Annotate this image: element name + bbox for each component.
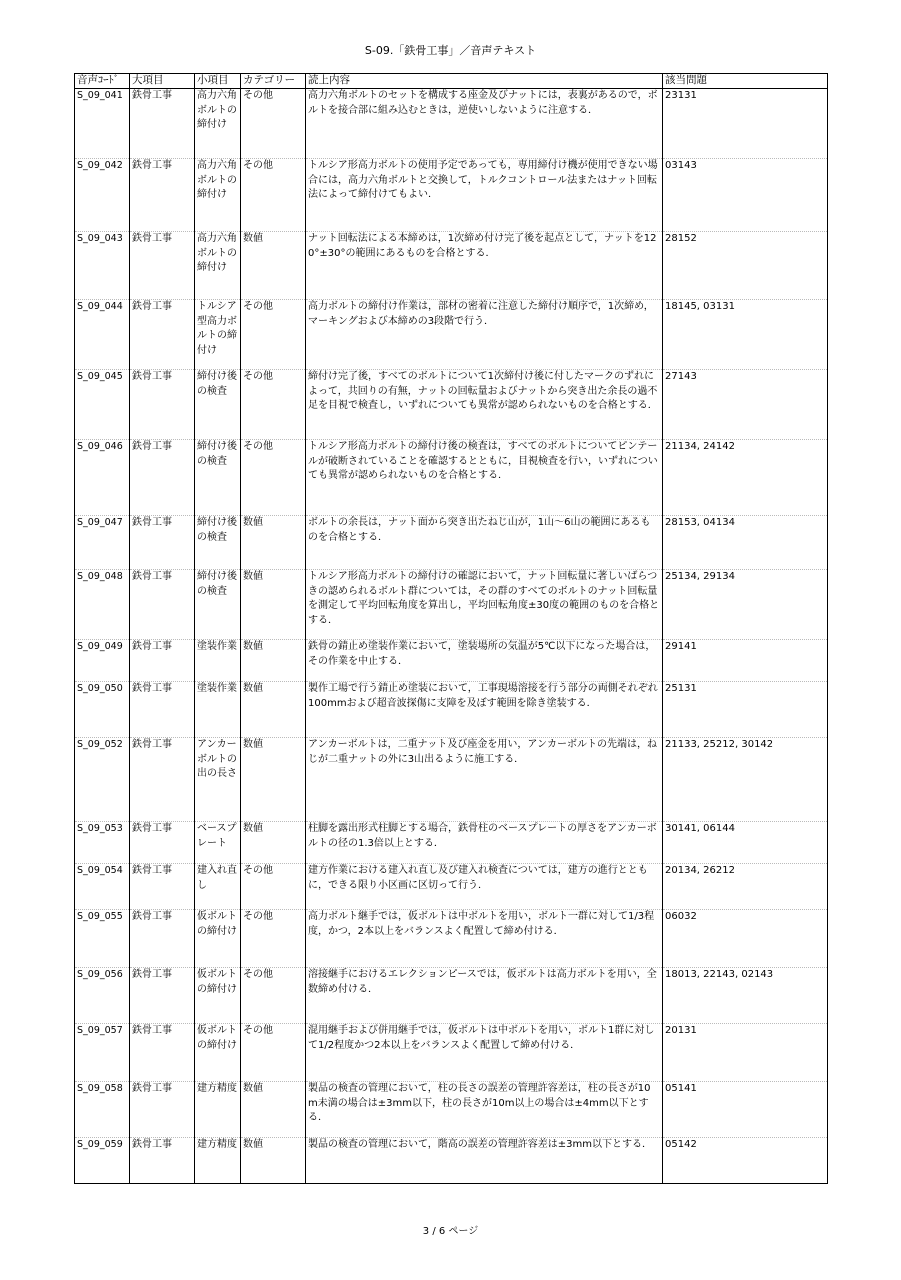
major-cell: 鉄骨工事 <box>130 738 195 822</box>
minor-cell: 高力六角ボルトの締付け <box>195 159 241 232</box>
category-cell: その他 <box>241 864 306 910</box>
major-cell: 鉄骨工事 <box>130 300 195 370</box>
major-cell: 鉄骨工事 <box>130 910 195 968</box>
table-row <box>75 682 828 738</box>
text-cell: 締付け完了後，すべてのボルトについて1次締付け後に付したマークのずれによって，共回りの有無，ナットの回転量およびナットから突き出た余長の過不足を目視で検査し，いずれについても異常が認められないものを合格とする． <box>306 370 663 440</box>
table-row <box>75 1138 828 1184</box>
text-cell: 製作工場で行う錆止め塗装において，工事現場溶接を行う部分の両側それぞれ100mmおよび超音波探傷に支障を及ぼす範囲を除き塗装する． <box>306 682 663 738</box>
major-cell: 鉄骨工事 <box>130 570 195 640</box>
table-row <box>75 1082 828 1138</box>
column-header-refs: 該当問題 <box>663 74 828 89</box>
refs-cell: 23131 <box>663 89 828 159</box>
table-row <box>75 232 828 300</box>
refs-cell: 18013, 22143, 02143 <box>663 968 828 1024</box>
refs-cell: 06032 <box>663 910 828 968</box>
code-cell: S_09_042 <box>75 159 130 232</box>
table-row <box>75 864 828 910</box>
column-header-minor: 小項目 <box>195 74 241 89</box>
text-cell: トルシア形高力ボルトの使用予定であっても，専用締付け機が使用できない場合には，高力六角ボルトと交換して，トルクコントロール法またはナット回転法によって締付けてもよい． <box>306 159 663 232</box>
minor-cell: 建入れ直し <box>195 864 241 910</box>
major-cell: 鉄骨工事 <box>130 864 195 910</box>
table-row <box>75 570 828 640</box>
category-cell: その他 <box>241 89 306 159</box>
table-row <box>75 640 828 682</box>
code-cell: S_09_043 <box>75 232 130 300</box>
category-cell: その他 <box>241 968 306 1024</box>
minor-cell: トルシア型高力ボルトの締付け <box>195 300 241 370</box>
major-cell: 鉄骨工事 <box>130 1024 195 1082</box>
category-cell: 数値 <box>241 822 306 864</box>
refs-cell: 30141, 06144 <box>663 822 828 864</box>
code-cell: S_09_044 <box>75 300 130 370</box>
text-cell: トルシア形高力ボルトの締付けの確認において，ナット回転量に著しいばらつきの認められるボルト群については，その群のすべてのボルトのナット回転量を測定して平均回転角度を算出し，平均回転角度±30度の範囲のものを合格とする． <box>306 570 663 640</box>
text-cell: ナット回転法による本締めは，1次締め付け完了後を起点として，ナットを120°±30°の範囲にあるものを合格とする． <box>306 232 663 300</box>
table-row <box>75 910 828 968</box>
refs-cell: 25134, 29134 <box>663 570 828 640</box>
code-cell: S_09_053 <box>75 822 130 864</box>
text-cell: 製品の検査の管理において，階高の誤差の管理許容差は±3mm以下とする． <box>306 1138 663 1184</box>
refs-cell: 27143 <box>663 370 828 440</box>
major-cell: 鉄骨工事 <box>130 440 195 516</box>
table-row <box>75 159 828 232</box>
minor-cell: 高力六角ボルトの締付け <box>195 232 241 300</box>
major-cell: 鉄骨工事 <box>130 232 195 300</box>
category-cell: その他 <box>241 370 306 440</box>
minor-cell: 建方精度 <box>195 1082 241 1138</box>
code-cell: S_09_058 <box>75 1082 130 1138</box>
code-cell: S_09_050 <box>75 682 130 738</box>
code-cell: S_09_055 <box>75 910 130 968</box>
code-cell: S_09_045 <box>75 370 130 440</box>
table-row <box>75 370 828 440</box>
major-cell: 鉄骨工事 <box>130 968 195 1024</box>
minor-cell: 締付け後の検査 <box>195 516 241 570</box>
major-cell: 鉄骨工事 <box>130 516 195 570</box>
text-cell: ボルトの余長は，ナット面から突き出たねじ山が，1山～6山の範囲にあるものを合格とする． <box>306 516 663 570</box>
text-cell: トルシア形高力ボルトの締付け後の検査は，すべてのボルトについてピンテールが破断されていることを確認するとともに，目視検査を行い，いずれについても異常が認められないものを合格とする． <box>306 440 663 516</box>
table-row <box>75 738 828 822</box>
code-cell: S_09_048 <box>75 570 130 640</box>
text-cell: 建方作業における建入れ直し及び建入れ検査については，建方の進行とともに，できる限り小区画に区切って行う． <box>306 864 663 910</box>
text-cell: 高力六角ボルトのセットを構成する座金及びナットには，表裏があるので，ボルトを接合部に組み込むときは，逆使いしないように注意する． <box>306 89 663 159</box>
code-cell: S_09_052 <box>75 738 130 822</box>
refs-cell: 28152 <box>663 232 828 300</box>
minor-cell: 建方精度 <box>195 1138 241 1184</box>
category-cell: その他 <box>241 159 306 232</box>
code-cell: S_09_054 <box>75 864 130 910</box>
column-header-category: カテゴリー <box>241 74 306 89</box>
minor-cell: 仮ボルトの締付け <box>195 968 241 1024</box>
page-title: S-09.「鉄骨工事」／音声テキスト <box>364 44 537 57</box>
table-header-row <box>75 74 828 89</box>
code-cell: S_09_056 <box>75 968 130 1024</box>
category-cell: 数値 <box>241 738 306 822</box>
table-row <box>75 822 828 864</box>
refs-cell: 28153, 04134 <box>663 516 828 570</box>
column-header-text: 読上内容 <box>306 74 663 89</box>
minor-cell: 高力六角ボルトの締付け <box>195 89 241 159</box>
refs-cell: 05141 <box>663 1082 828 1138</box>
minor-cell: 締付け後の検査 <box>195 570 241 640</box>
major-cell: 鉄骨工事 <box>130 159 195 232</box>
audio-text-table <box>74 73 828 1184</box>
major-cell: 鉄骨工事 <box>130 1082 195 1138</box>
major-cell: 鉄骨工事 <box>130 640 195 682</box>
major-cell: 鉄骨工事 <box>130 682 195 738</box>
minor-cell: 仮ボルトの締付け <box>195 1024 241 1082</box>
category-cell: 数値 <box>241 640 306 682</box>
minor-cell: 塗装作業 <box>195 640 241 682</box>
refs-cell: 25131 <box>663 682 828 738</box>
refs-cell: 03143 <box>663 159 828 232</box>
major-cell: 鉄骨工事 <box>130 822 195 864</box>
table-row <box>75 1024 828 1082</box>
refs-cell: 21134, 24142 <box>663 440 828 516</box>
category-cell: その他 <box>241 300 306 370</box>
text-cell: 混用継手および併用継手では，仮ボルトは中ボルトを用い，ボルト1群に対して1/2程度かつ2本以上をバランスよく配置して締め付ける． <box>306 1024 663 1082</box>
category-cell: その他 <box>241 910 306 968</box>
category-cell: 数値 <box>241 570 306 640</box>
table-row <box>75 968 828 1024</box>
minor-cell: ベースプレート <box>195 822 241 864</box>
refs-cell: 18145, 03131 <box>663 300 828 370</box>
code-cell: S_09_047 <box>75 516 130 570</box>
text-cell: アンカーボルトは，二重ナット及び座金を用い，アンカーボルトの先端は，ねじが二重ナットの外に3山出るように施工する． <box>306 738 663 822</box>
minor-cell: 締付け後の検査 <box>195 370 241 440</box>
code-cell: S_09_049 <box>75 640 130 682</box>
major-cell: 鉄骨工事 <box>130 89 195 159</box>
minor-cell: 仮ボルトの締付け <box>195 910 241 968</box>
category-cell: 数値 <box>241 1082 306 1138</box>
text-cell: 鉄骨の錆止め塗装作業において，塗装場所の気温が5℃以下になった場合は，その作業を中止する． <box>306 640 663 682</box>
refs-cell: 20131 <box>663 1024 828 1082</box>
column-header-major: 大項目 <box>130 74 195 89</box>
text-cell: 柱脚を露出形式柱脚とする場合，鉄骨柱のベースプレートの厚さをアンカーボルトの径の1.3倍以上とする． <box>306 822 663 864</box>
code-cell: S_09_057 <box>75 1024 130 1082</box>
code-cell: S_09_046 <box>75 440 130 516</box>
column-header-code: 音声ｺｰﾄﾞ <box>75 74 130 89</box>
page-number: 3 / 6 ページ <box>422 1226 479 1237</box>
text-cell: 高力ボルトの締付け作業は，部材の密着に注意した締付け順序で，1次締め，マーキングおよび本締めの3段階で行う． <box>306 300 663 370</box>
category-cell: 数値 <box>241 232 306 300</box>
category-cell: 数値 <box>241 516 306 570</box>
table-row <box>75 300 828 370</box>
major-cell: 鉄骨工事 <box>130 370 195 440</box>
major-cell: 鉄骨工事 <box>130 1138 195 1184</box>
category-cell: 数値 <box>241 682 306 738</box>
table-row <box>75 516 828 570</box>
category-cell: その他 <box>241 1024 306 1082</box>
table-row <box>75 440 828 516</box>
minor-cell: 締付け後の検査 <box>195 440 241 516</box>
refs-cell: 20134, 26212 <box>663 864 828 910</box>
text-cell: 高力ボルト継手では，仮ボルトは中ボルトを用い，ボルト一群に対して1/3程度，かつ，2本以上をバランスよく配置して締め付ける． <box>306 910 663 968</box>
category-cell: その他 <box>241 440 306 516</box>
table-row <box>75 89 828 159</box>
code-cell: S_09_059 <box>75 1138 130 1184</box>
minor-cell: アンカーボルトの出の長さ <box>195 738 241 822</box>
text-cell: 製品の検査の管理において，柱の長さの誤差の管理許容差は，柱の長さが10m未満の場合は±3mm以下，柱の長さが10m以上の場合は±4mm以下とする． <box>306 1082 663 1138</box>
text-cell: 溶接継手におけるエレクションピースでは，仮ボルトは高力ボルトを用い，全数締め付ける． <box>306 968 663 1024</box>
refs-cell: 05142 <box>663 1138 828 1184</box>
refs-cell: 29141 <box>663 640 828 682</box>
minor-cell: 塗装作業 <box>195 682 241 738</box>
code-cell: S_09_041 <box>75 89 130 159</box>
refs-cell: 21133, 25212, 30142 <box>663 738 828 822</box>
category-cell: 数値 <box>241 1138 306 1184</box>
